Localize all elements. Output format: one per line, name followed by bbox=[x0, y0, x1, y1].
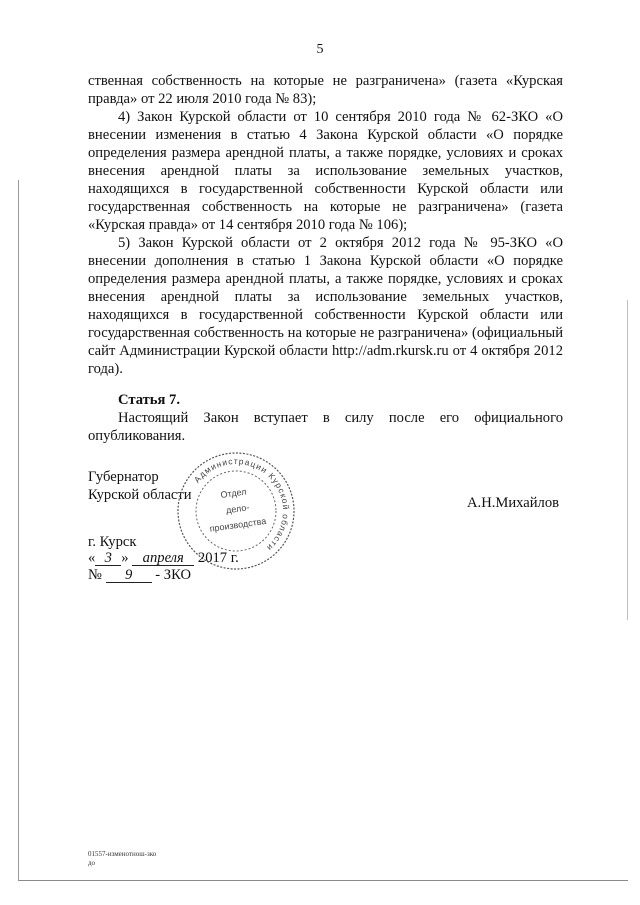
stamp-center-line1: Отдел bbox=[219, 486, 248, 500]
date-month: апреля bbox=[132, 551, 194, 566]
date-open-quote: « bbox=[88, 550, 96, 566]
paragraph-item-4: 4) Закон Курской области от 10 сентября 2010 года № 62-ЗКО «О внесении изменения в статью 4 Закона Курской области «О порядке определения размера арендной платы, а также порядке, условиях и сроках внесения арендной платы за использование земельных участков, находящихся в государственной собственности Курской области или государственная собственность на которые не разграничена» (газета «Курская правда» от 14 сентября 2010 года № 106); bbox=[88, 109, 563, 233]
date-close-quote: » bbox=[121, 550, 129, 566]
stamp-ring-text: Администрации Курской области bbox=[191, 455, 292, 554]
paragraph-item-5: 5) Закон Курской области от 2 октября 2012 года № 95-ЗКО «О внесении дополнения в статью 1 Закона Курской области «О порядке определения размера арендной платы, а также порядке, условиях и сроках внесения арендной платы за использование земельных участков, находящихся в государственной собственности Курской области или государственная собственность на которые не разграничена» (официальный сайт Администрации Курской области http://adm.rkursk.ru от 4 октября 2012 года). bbox=[88, 235, 563, 377]
stamp-center-line2: дело- bbox=[225, 502, 250, 516]
document-body bbox=[88, 72, 563, 445]
number-prefix: № bbox=[88, 567, 102, 583]
page-number: 5 bbox=[316, 42, 324, 57]
law-number bbox=[88, 567, 191, 584]
file-reference-line2: до bbox=[88, 859, 96, 867]
signing-date bbox=[88, 550, 239, 567]
article-text: Настоящий Закон вступает в силу после его официального опубликования. bbox=[88, 410, 563, 444]
scan-edge-right bbox=[627, 300, 628, 620]
file-reference-line1: 01557-изменотнош-зко bbox=[88, 850, 157, 858]
paragraph-continuation: ственная собственность на которые не разграничена» (газета «Курская правда» от 22 июля 2010 года № 83); bbox=[88, 73, 563, 107]
number-value: 9 bbox=[106, 568, 152, 583]
scan-edge-bottom bbox=[18, 880, 628, 881]
date-day: 3 bbox=[95, 551, 121, 566]
file-reference bbox=[88, 850, 156, 868]
signature-title-line1: Губернатор bbox=[88, 469, 159, 485]
place-of-signing: г. Курск bbox=[88, 534, 137, 550]
article-heading: Статья 7. bbox=[118, 392, 180, 408]
signature-name: А.Н.Михайлов bbox=[467, 495, 560, 511]
date-year: 2017 г. bbox=[197, 550, 239, 566]
number-suffix: - ЗКО bbox=[155, 567, 191, 583]
signature-title-line2: Курской области bbox=[88, 487, 192, 503]
stamp-center-line3: производства bbox=[208, 515, 267, 534]
scan-edge-left bbox=[18, 180, 19, 880]
